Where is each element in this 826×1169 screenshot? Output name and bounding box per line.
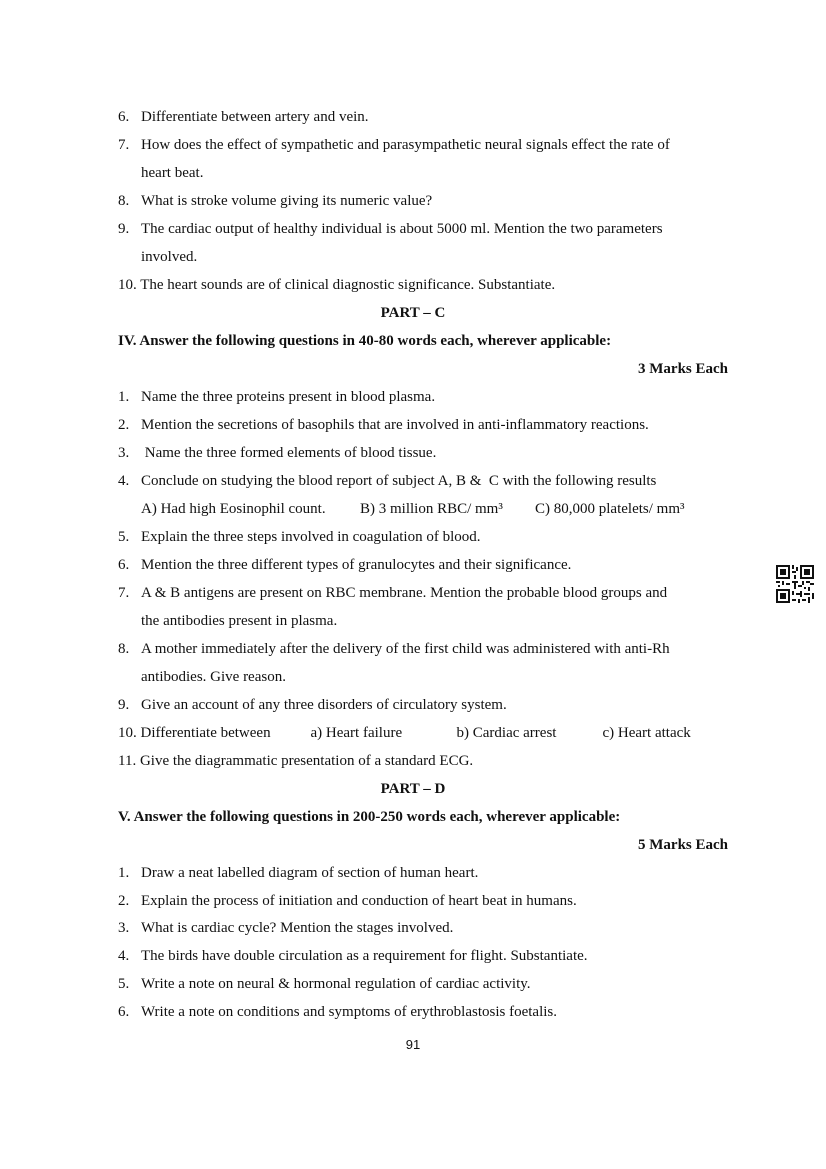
question-text: Differentiate between — [140, 725, 271, 741]
question-c7 — [118, 583, 728, 603]
question-c7-continued: the antibodies present in plasma. — [141, 613, 338, 629]
question-d2 — [118, 891, 728, 911]
qr-code-icon — [776, 565, 814, 603]
question-text: Name the three formed elements of blood tissue. — [141, 445, 437, 461]
question-text: Give an account of any three disorders of circulatory system. — [141, 697, 507, 713]
question-b10 — [118, 275, 728, 295]
question-text: Give the diagrammatic presentation of a standard ECG. — [139, 753, 474, 769]
question-text: Explain the three steps involved in coagulation of blood. — [141, 529, 481, 545]
question-c10 — [118, 723, 728, 743]
question-text: Mention the three different types of granulocytes and their significance. — [141, 557, 572, 573]
part-d-title: PART – D — [380, 781, 446, 797]
question-text: How does the effect of sympathetic and parasympathetic neural signals effect the rate of — [141, 137, 670, 153]
question-text: What is cardiac cycle? Mention the stages involved. — [141, 920, 454, 936]
question-c11 — [118, 751, 728, 771]
option-c: c) Heart attack — [602, 725, 691, 741]
question-text: A mother immediately after the delivery of the first child was administered with anti-Rh — [141, 641, 670, 657]
question-d6 — [118, 1002, 728, 1022]
question-number: 11. — [118, 753, 137, 769]
option-a: a) Heart failure — [310, 725, 403, 741]
question-number: 5. — [118, 529, 130, 545]
question-number: 4. — [118, 948, 130, 964]
question-b7 — [118, 135, 728, 155]
question-number: 9. — [118, 697, 130, 713]
question-b8 — [118, 191, 728, 211]
question-d3 — [118, 918, 728, 938]
question-text: The heart sounds are of clinical diagnostic significance. Substantiate. — [140, 277, 556, 293]
part-c-instruction: IV. Answer the following questions in 40-80 words each, wherever applicable: — [118, 333, 612, 349]
question-text: Write a note on conditions and symptoms of erythroblastosis foetalis. — [141, 1004, 557, 1020]
question-number: 3. — [118, 445, 130, 461]
question-text: The birds have double circulation as a requirement for flight. Substantiate. — [141, 948, 588, 964]
question-d4 — [118, 946, 728, 966]
question-text: Write a note on neural & hormonal regulation of cardiac activity. — [141, 976, 531, 992]
question-b9 — [118, 219, 728, 239]
question-c8-continued: antibodies. Give reason. — [141, 669, 286, 685]
question-text: Draw a neat labelled diagram of section of human heart. — [141, 865, 479, 881]
question-b6 — [118, 107, 728, 127]
question-text: Name the three proteins present in blood plasma. — [141, 389, 436, 405]
question-number: 7. — [118, 137, 130, 153]
part-c-title: PART – C — [380, 305, 446, 321]
question-number: 6. — [118, 109, 130, 125]
part-d-instruction: V. Answer the following questions in 200-250 words each, wherever applicable: — [118, 809, 621, 825]
question-number: 9. — [118, 221, 130, 237]
part-c-marks: 3 Marks Each — [638, 361, 728, 377]
question-text: A & B antigens are present on RBC membrane. Mention the probable blood groups and — [141, 585, 668, 601]
question-c4 — [118, 471, 728, 491]
question-number: 8. — [118, 193, 130, 209]
question-text: Conclude on studying the blood report of subject A, B & C with the following results — [141, 473, 657, 489]
question-b9-continued: involved. — [141, 249, 198, 265]
question-number: 2. — [118, 893, 130, 909]
option-a: A) Had high Eosinophil count. — [141, 501, 326, 517]
question-number: 1. — [118, 865, 130, 881]
question-c1 — [118, 387, 728, 407]
question-text: The cardiac output of healthy individual is about 5000 ml. Mention the two parameters — [141, 221, 663, 237]
question-d1 — [118, 863, 728, 883]
question-text: Differentiate between artery and vein. — [141, 109, 369, 125]
question-number: 10. — [118, 277, 137, 293]
question-number: 7. — [118, 585, 130, 601]
question-c5 — [118, 527, 728, 547]
option-c: C) 80,000 platelets/ mm³ — [535, 501, 685, 517]
question-c4-options — [141, 499, 751, 519]
question-text: What is stroke volume giving its numeric value? — [141, 193, 433, 209]
option-b: B) 3 million RBC/ mm³ — [360, 501, 503, 517]
question-c6 — [118, 555, 728, 575]
question-number: 8. — [118, 641, 130, 657]
page-number: 91 — [405, 1037, 421, 1052]
question-number: 10. — [118, 725, 137, 741]
question-number: 3. — [118, 920, 130, 936]
question-number: 5. — [118, 976, 130, 992]
question-number: 2. — [118, 417, 130, 433]
option-b: b) Cardiac arrest — [456, 725, 557, 741]
question-text: Explain the process of initiation and conduction of heart beat in humans. — [141, 893, 577, 909]
question-number: 6. — [118, 1004, 130, 1020]
question-c9 — [118, 695, 728, 715]
question-number: 1. — [118, 389, 130, 405]
question-c2 — [118, 415, 728, 435]
question-number: 6. — [118, 557, 130, 573]
question-c3 — [118, 443, 728, 463]
question-number: 4. — [118, 473, 130, 489]
question-text: Mention the secretions of basophils that are involved in anti-inflammatory reactions. — [141, 417, 649, 433]
part-d-marks: 5 Marks Each — [638, 837, 728, 853]
question-b7-continued: heart beat. — [141, 165, 204, 181]
question-d5 — [118, 974, 728, 994]
question-c8 — [118, 639, 728, 659]
